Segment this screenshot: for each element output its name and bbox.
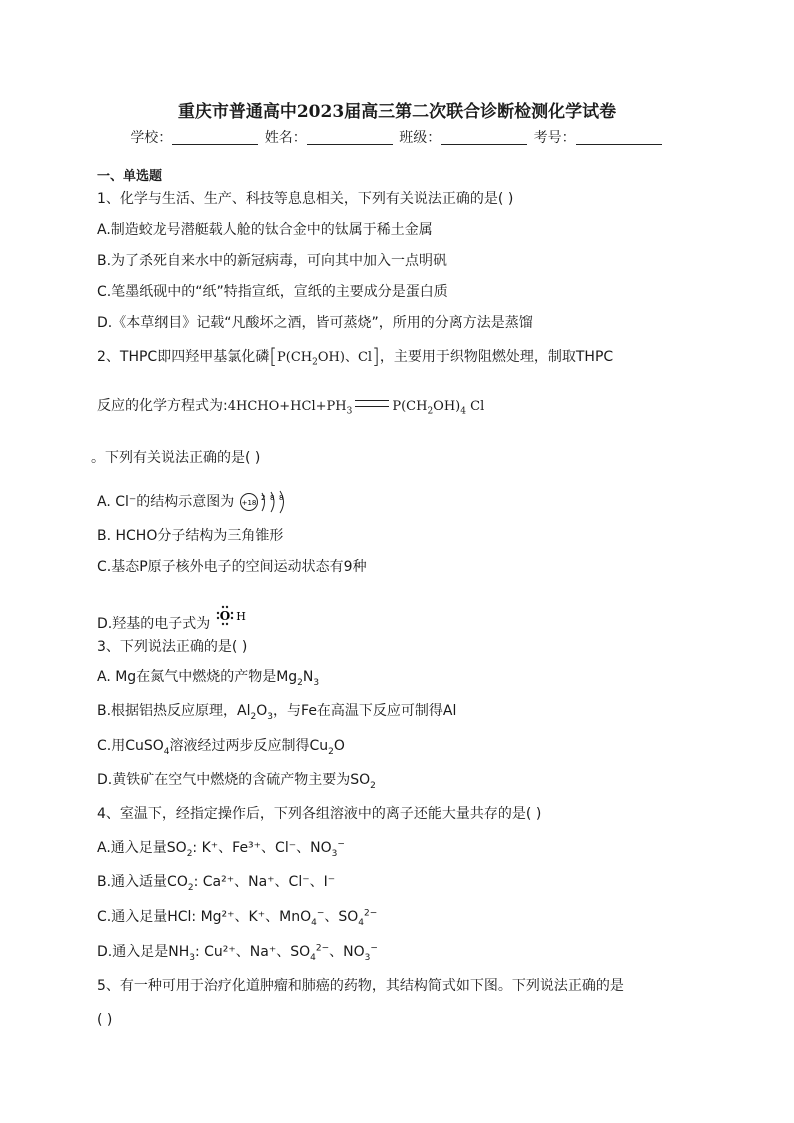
bracket-left: [ bbox=[269, 344, 278, 368]
q1-stem: 1、化学与生活、生产、科技等息息相关，下列有关说法正确的是( ) bbox=[97, 191, 514, 207]
q4-option-d: D.通入足是$NH_3$: Cu²⁺、Na⁺、$SO_4^{2-}$、$NO_3^-$ bbox=[97, 943, 378, 963]
q1-option-b: B.为了杀死自来水中的新冠病毒，可向其中加入一点明矾 bbox=[97, 253, 448, 269]
electron-dot bbox=[225, 623, 227, 625]
q3-b-mid: O bbox=[256, 703, 268, 719]
equation-left-text: 4HCHO+HCl+PH bbox=[227, 399, 347, 414]
q2-option-a-text: A. Cl⁻的结构示意图为 bbox=[97, 494, 235, 510]
q5-stem: 5、有一种可用于治疗化道肿瘤和肺癌的药物，其结构简式如下图。下列说法正确的是 bbox=[97, 978, 624, 994]
q5-paren: ( ) bbox=[97, 1012, 113, 1028]
q4-d-text: D.通入足是NH bbox=[97, 944, 190, 960]
q4-a-text: A.通入足量SO bbox=[97, 840, 187, 856]
number-label: 考号： bbox=[533, 130, 576, 146]
q2-tail: 。下列有关说法正确的是( ) bbox=[91, 450, 261, 466]
shell-count-3: 8 bbox=[278, 494, 284, 502]
equation-right-b: OH) bbox=[433, 399, 461, 414]
q4-d-mid: : Cu²⁺、Na⁺、SO bbox=[194, 944, 311, 960]
q4-option-c: C.通入足量HCl: Mg²⁺、K⁺、MnO$_4$−、$SO_4^{2-}$ bbox=[97, 908, 378, 928]
q3-c-mid: 溶液经过两步反应制得Cu bbox=[169, 738, 329, 754]
equation-left: $4HCHO+HCl+PH_3$ bbox=[227, 399, 353, 417]
q3-option-d: D.黄铁矿在空气中燃烧的含硫产物主要为$SO_2$ bbox=[97, 772, 376, 791]
name-label: 姓名： bbox=[264, 130, 307, 146]
q3-option-b: B.根据铝热反应原理，$Al_2O_3$，与Fe在高温下反应可制得Al bbox=[97, 703, 457, 722]
q2-equation bbox=[97, 397, 484, 416]
q2-stem-post: ，主要用于织物阻燃处理，制取THPC bbox=[379, 349, 614, 365]
equals-sign bbox=[355, 400, 389, 407]
q4-d-mid2: 、NO bbox=[329, 944, 365, 960]
q3-c-post: O bbox=[333, 738, 345, 754]
q2-option-d-text: D.羟基的电子式为 bbox=[97, 616, 211, 632]
hydroxyl-electron-formula bbox=[215, 603, 249, 627]
q4-a-post: : K⁺、Fe³⁺、Cl⁻、NO bbox=[192, 840, 332, 856]
student-info-line bbox=[0, 127, 794, 147]
section-heading: 一、单选题 bbox=[97, 169, 163, 184]
q4-b-text: B.通入适量CO bbox=[97, 874, 188, 890]
electron-dot bbox=[221, 606, 223, 608]
chloride-ion-structure-diagram bbox=[239, 490, 291, 514]
q4-option-a: A.通入足量$SO_2$: K⁺、Fe³⁺、Cl⁻、$NO_3^-$ bbox=[97, 839, 345, 859]
q4-option-b: B.通入适量$CO_2$: Ca²⁺、Na⁺、Cl⁻、I⁻ bbox=[97, 874, 336, 893]
hydrogen-symbol: H bbox=[235, 610, 246, 623]
q2-equation-label: 反应的化学方程式为: bbox=[97, 398, 228, 414]
q3-stem: 3、下列说法正确的是( ) bbox=[97, 639, 248, 655]
formula-part-a: P(CH bbox=[277, 350, 313, 365]
school-label: 学校： bbox=[130, 130, 173, 146]
q3-b-text: B.根据铝热反应原理，Al bbox=[97, 703, 251, 719]
q2-option-a bbox=[97, 490, 291, 514]
q3-d-text: D.黄铁矿在空气中燃烧的含硫产物主要为SO bbox=[97, 772, 371, 788]
electron-dot bbox=[230, 612, 232, 614]
thpc-formula: $P(CH_2OH)$、Cl bbox=[277, 350, 373, 368]
formula-part-b: OH)、Cl bbox=[317, 350, 373, 365]
q3-b-post: ，与Fe在高温下反应可制得Al bbox=[273, 703, 457, 719]
exam-title: 重庆市普通高中2023届高三第二次联合诊断检测化学试卷 bbox=[177, 102, 617, 122]
equation-right-c: Cl bbox=[465, 399, 485, 414]
school-blank[interactable] bbox=[172, 130, 258, 145]
number-blank[interactable] bbox=[576, 130, 662, 145]
q3-c-text: C.用CuSO bbox=[97, 738, 164, 754]
q2-option-b: B. HCHO分子结构为三角锥形 bbox=[97, 528, 284, 544]
equation-right: $P(CH_2OH)_4$ Cl bbox=[392, 399, 485, 417]
q3-option-c: C.用CuSO$_4$溶液经过两步反应制得$Cu_2O$ bbox=[97, 738, 345, 757]
oxygen-symbol: O bbox=[219, 609, 230, 623]
q2-option-d bbox=[97, 603, 249, 633]
q2-stem bbox=[97, 344, 614, 368]
q1-option-d: D.《本草纲目》记载“凡酸坏之酒，皆可蒸烧”，所用的分离方法是蒸馏 bbox=[97, 315, 533, 331]
q3-a-text: A. Mg在氮气中燃烧的产物是Mg bbox=[97, 669, 298, 685]
q4-stem: 4、室温下，经指定操作后，下列各组溶液中的离子还能大量共存的是( ) bbox=[97, 806, 542, 822]
q4-c-mid: 、SO bbox=[324, 909, 359, 925]
q2-stem-pre: 2、THPC即四羟甲基氯化磷 bbox=[97, 349, 270, 365]
name-blank[interactable] bbox=[307, 130, 393, 145]
bracket-right: ] bbox=[372, 344, 380, 368]
shell-count-1: 2 bbox=[260, 494, 266, 502]
q3-option-a: A. Mg在氮气中燃烧的产物是$Mg_2N_3$ bbox=[97, 669, 320, 688]
class-label: 班级： bbox=[399, 130, 442, 146]
class-blank[interactable] bbox=[441, 130, 527, 145]
equation-right-a: P(CH bbox=[392, 399, 428, 414]
q4-b-post: : Ca²⁺、Na⁺、Cl⁻、I⁻ bbox=[193, 874, 336, 890]
nucleus-charge: +18 bbox=[241, 499, 257, 507]
q3-a-mid: N bbox=[302, 669, 314, 685]
shell-count-2: 8 bbox=[269, 494, 275, 502]
electron-dot bbox=[225, 606, 227, 608]
q1-option-a: A.制造蛟龙号潜艇载人舱的钛合金中的钛属于稀土金属 bbox=[97, 222, 433, 238]
electron-dot bbox=[221, 623, 223, 625]
electron-dot bbox=[230, 617, 232, 619]
q2-option-c: C.基态P原子核外电子的空间运动状态有9种 bbox=[97, 559, 367, 575]
q4-c-text: C.通入足量HCl: Mg²⁺、K⁺、MnO bbox=[97, 909, 312, 925]
q1-option-c: C.笔墨纸砚中的“纸”特指宣纸，宣纸的主要成分是蛋白质 bbox=[97, 284, 448, 300]
